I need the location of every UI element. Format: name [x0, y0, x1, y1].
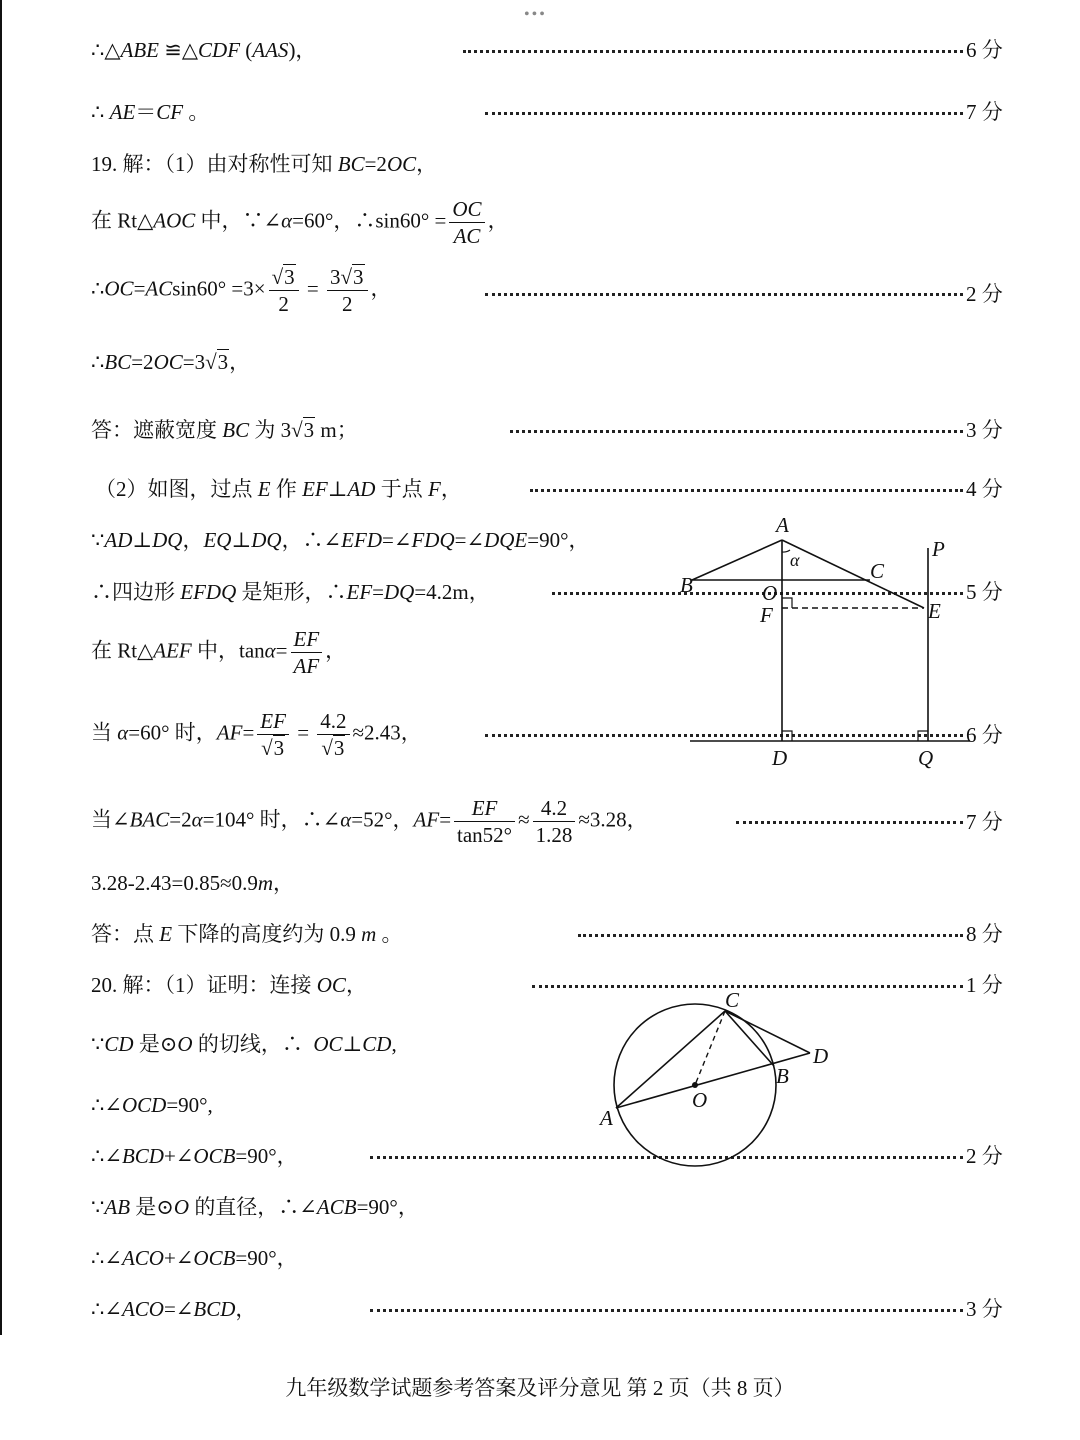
text: ∴∠: [91, 1246, 122, 1270]
page-left-rule: [0, 0, 2, 1335]
text: 是矩形，∴: [241, 580, 347, 604]
text: ，∴∠: [281, 528, 342, 552]
text: 是⊙: [135, 1195, 174, 1219]
score-2: 2 分: [966, 282, 1003, 306]
text: ，: [229, 350, 251, 374]
segment-bc: BC: [104, 350, 132, 374]
score-1: 1 分: [966, 973, 1003, 997]
label-o: O: [762, 581, 778, 605]
text: O: [177, 1032, 193, 1056]
text: E: [159, 922, 173, 946]
text: m；: [320, 418, 358, 442]
text: ，: [345, 973, 367, 997]
text: ，: [273, 871, 295, 895]
text: =2: [169, 807, 192, 832]
answer-line-diameter: [91, 1197, 419, 1218]
answer-line-ae-cf: [91, 102, 209, 123]
segment-bc: BC: [222, 418, 250, 442]
text: =60° 时，: [128, 720, 217, 745]
triangle-symbol: △: [181, 38, 199, 62]
text: m: [361, 922, 377, 946]
right-angle-q: [918, 731, 928, 741]
triangle-aef: AEF: [153, 638, 192, 663]
text: =: [133, 276, 146, 301]
denominator: 2: [278, 292, 289, 317]
text: =60°，∴sin60°: [292, 208, 430, 233]
text: α: [191, 807, 203, 832]
text: sin60°: [172, 276, 227, 301]
segment-ac: AC: [145, 276, 173, 301]
text: BCD: [121, 1144, 164, 1168]
text: DQ: [152, 528, 183, 552]
label-o: O: [692, 1088, 708, 1112]
segment-cb: [725, 1011, 774, 1066]
text: =52°，: [351, 807, 414, 832]
label-c: C: [870, 559, 885, 583]
text: EF: [346, 580, 373, 604]
score-3: 3 分: [966, 418, 1003, 442]
angle-alpha-arc: [782, 550, 790, 552]
text: =4.2m，: [414, 580, 490, 604]
text: =90°,: [166, 1093, 213, 1117]
text: ∴∠: [91, 1297, 122, 1321]
answer-line-sin60: [91, 196, 509, 250]
text: ∴: [91, 350, 105, 374]
text: ∵: [91, 1195, 105, 1219]
text: ≈2.43，: [352, 720, 422, 745]
text: ，: [487, 208, 509, 233]
score-3: 3 分: [966, 1297, 1003, 1321]
text: 3: [273, 736, 285, 761]
triangle-abe: ABE: [120, 38, 160, 62]
text: ∴四边形: [91, 580, 175, 604]
text: ⊥: [342, 1032, 363, 1056]
text: ⊥: [327, 477, 348, 501]
page-footer: 九年级数学试题参考答案及评分意见 第 2 页（共 8 页）: [285, 1376, 795, 1400]
text: EF: [291, 626, 323, 653]
text: 解：: [122, 973, 165, 997]
score-6: 6 分: [966, 723, 1003, 747]
text: =90°，: [235, 1246, 298, 1270]
text: =3: [182, 350, 206, 374]
text: ACO: [121, 1297, 164, 1321]
dot-leader: [510, 430, 963, 433]
text: 的切线，∴: [197, 1032, 303, 1056]
triangle-cdf: CDF: [198, 38, 241, 62]
top-handle[interactable]: •••: [524, 6, 547, 23]
text: EQ: [203, 528, 232, 552]
text: ⊥: [132, 528, 153, 552]
text: 4.2: [533, 795, 576, 822]
text: ∴∠: [91, 1093, 122, 1117]
text: 1.28: [535, 823, 573, 848]
segment-oc-dashed: [695, 1011, 725, 1085]
text: ∵: [91, 1032, 105, 1056]
segment-bc: BC: [337, 152, 365, 176]
text: ≈3.28，: [578, 807, 648, 832]
text: ，: [182, 528, 204, 552]
text: =: [306, 276, 319, 301]
label-b: B: [776, 1064, 789, 1088]
text: =90°，: [527, 528, 590, 552]
text: =∠: [454, 528, 485, 552]
fraction-ef-tan52: [454, 795, 515, 849]
text: =3×: [231, 276, 266, 301]
text: CD: [362, 1032, 392, 1056]
answer-conclusion-height: [91, 924, 403, 945]
segment-ac: [616, 1011, 725, 1108]
text: ∵: [91, 528, 105, 552]
text: α: [117, 720, 129, 745]
radicand: 3: [284, 265, 295, 289]
text: 3: [333, 736, 345, 761]
text: EF: [257, 708, 289, 735]
text: BAC: [129, 807, 170, 832]
text: m: [257, 871, 274, 895]
text: =90°，: [356, 1195, 419, 1219]
text: ACO: [121, 1246, 164, 1270]
text: 3.28-2.43=0.85≈0.9: [91, 871, 258, 895]
segment-ab: [692, 540, 782, 580]
label-f: F: [760, 603, 773, 627]
text: OCD: [121, 1093, 167, 1117]
text: ，: [440, 477, 462, 501]
text: 中，tan: [196, 638, 265, 663]
angle-alpha: α: [281, 208, 293, 233]
answer-line-af-52: [91, 795, 648, 849]
text: ,: [391, 1032, 397, 1056]
text: 于点: [380, 477, 423, 501]
text: （1）证明：连接: [164, 973, 312, 997]
question-20-header: [91, 975, 367, 996]
equals-sign: ＝: [135, 100, 157, 124]
text: 下降的高度约为 0.9: [177, 922, 356, 946]
score-5: 5 分: [966, 580, 1003, 604]
segment-ef: EF: [302, 477, 328, 501]
text: 当∠: [91, 807, 130, 832]
text: 在 Rt△: [91, 208, 154, 233]
dot-leader: [370, 1309, 963, 1312]
text: DQ: [384, 580, 415, 604]
figure-umbrella-diagram: [680, 510, 980, 775]
fraction-oc-ac: [449, 196, 484, 250]
text: =: [297, 720, 310, 745]
part-text: （1）由对称性可知: [164, 152, 333, 176]
answer-conclusion-bc: 答：遮蔽宽度 BC 为 3√3 m；: [91, 418, 358, 442]
text: 20.: [91, 973, 118, 997]
label-a: A: [600, 1106, 613, 1130]
fraction-4.2-1.28: [533, 795, 576, 849]
text: OC: [313, 1032, 343, 1056]
text: FDQ: [411, 528, 455, 552]
text: tan52°: [457, 823, 513, 848]
answer-line-bc-value: ∴BC=2OC=3√3，: [91, 350, 251, 374]
answer-line-aco-ocb: [91, 1248, 298, 1269]
question-number: 19.: [91, 152, 118, 176]
label-p: P: [932, 537, 945, 561]
therefore-symbol: ∴: [91, 100, 105, 124]
text: 。: [381, 922, 403, 946]
text: （2）如图，过点: [95, 477, 253, 501]
text: α: [340, 807, 352, 832]
score-4: 4 分: [966, 477, 1003, 501]
text: =: [242, 720, 255, 745]
label-e: E: [928, 599, 941, 623]
fraction-3sqrt3-2: $\frac{3√3}{2}$: [327, 264, 368, 318]
answer-line-perpendiculars: [91, 530, 590, 551]
text: AF: [216, 720, 243, 745]
denominator: AC: [453, 224, 481, 249]
text: O: [173, 1195, 190, 1219]
score-7: 7 分: [966, 100, 1003, 124]
text: 的直径，∴∠: [194, 1195, 317, 1219]
answer-line-aco-bcd: [91, 1299, 256, 1320]
text: =2: [131, 350, 154, 374]
text: AF: [293, 654, 320, 679]
answer-line-tangent: [91, 1034, 397, 1055]
text: ∴: [91, 276, 105, 301]
label-b: B: [680, 573, 693, 597]
answer-line-difference: [91, 873, 294, 894]
dot-leader: [736, 821, 963, 824]
triangle-symbol: △: [104, 38, 121, 62]
text: 答：遮蔽宽度: [91, 418, 217, 442]
text: =∠: [163, 1297, 194, 1321]
question-19-header: [91, 154, 437, 175]
text: =104° 时，∴∠: [202, 807, 341, 832]
text: =2: [364, 152, 387, 176]
segment-ae: [782, 540, 924, 608]
text: OCB: [193, 1246, 236, 1270]
paren: )，: [288, 38, 317, 62]
text: +∠: [163, 1246, 194, 1270]
fraction-ef-af: [291, 626, 323, 680]
segment-cd: [725, 1011, 810, 1053]
text: DQE: [484, 528, 528, 552]
text: OCB: [193, 1144, 236, 1168]
score-7: 7 分: [966, 810, 1003, 834]
therefore-symbol: ∴: [91, 38, 105, 62]
aas-criterion: AAS: [252, 38, 289, 62]
score-6: 6 分: [966, 38, 1003, 62]
fraction-ef-sqrt3: $\frac{EF}{√3}$: [257, 708, 289, 762]
part-2-header: [95, 479, 462, 500]
quadrilateral-efdq: EFDQ: [180, 580, 237, 604]
right-angle-d: [782, 731, 792, 741]
segment-oc: OC: [153, 350, 183, 374]
text: BCD: [193, 1297, 236, 1321]
text: AD: [104, 528, 133, 552]
dot-leader: [530, 489, 963, 492]
text: OC: [316, 973, 346, 997]
text: 中，∵∠: [200, 208, 282, 233]
answer-line-bcd-ocb: [91, 1146, 298, 1167]
segment-ad: AD: [347, 477, 376, 501]
text: 作: [275, 477, 297, 501]
label-d: D: [813, 1044, 829, 1068]
segment-cf: CF: [156, 100, 184, 124]
text: =: [275, 638, 288, 663]
text: =: [439, 807, 452, 832]
dot-leader: [485, 293, 963, 296]
period: 。: [188, 100, 210, 124]
text: =: [434, 208, 447, 233]
point-f: F: [427, 477, 441, 501]
text: 答：点: [91, 922, 154, 946]
text: ，: [370, 276, 392, 301]
score-8: 8 分: [966, 922, 1003, 946]
radicand: 3: [353, 265, 364, 289]
text: ，: [325, 638, 347, 663]
text: AF: [413, 807, 440, 832]
denominator: 2: [341, 292, 353, 317]
solution-label: 解：: [122, 152, 165, 176]
answer-line-tan-alpha: [91, 626, 346, 680]
text: ，: [416, 152, 438, 176]
text: 当: [91, 720, 112, 745]
text: α: [264, 638, 276, 663]
segment-ae: AE: [109, 100, 136, 124]
congruent-symbol: ≌: [164, 38, 182, 62]
label-a: A: [776, 513, 789, 537]
text: EFD: [341, 528, 382, 552]
text: ≈: [518, 807, 530, 832]
answer-line-oc-value: [91, 264, 392, 318]
label-q: Q: [918, 746, 934, 770]
text: DQ: [251, 528, 282, 552]
figure-circle-diagram: [590, 985, 840, 1175]
point-e: E: [257, 477, 271, 501]
answer-line-rectangle: [91, 582, 490, 603]
paren: (: [245, 38, 253, 62]
text: EF: [454, 795, 515, 822]
segment-oc: OC: [386, 152, 417, 176]
right-angle-f: [782, 598, 792, 608]
text: =∠: [382, 528, 412, 552]
fraction-sqrt3-2: $\frac{√3}{2}$: [269, 264, 299, 318]
text: ∴∠: [91, 1144, 122, 1168]
text: 是⊙: [138, 1032, 178, 1056]
score-2: 2 分: [966, 1144, 1003, 1168]
answer-line-congruence: [91, 40, 316, 61]
text: ，: [235, 1297, 257, 1321]
text: 在 Rt△: [91, 638, 154, 663]
text: ACB: [316, 1195, 357, 1219]
text: =: [372, 580, 384, 604]
label-c: C: [725, 988, 740, 1012]
dot-leader: [578, 934, 963, 937]
answer-line-ocd: [91, 1095, 213, 1116]
text: =90°，: [235, 1144, 298, 1168]
text: ⊥: [231, 528, 252, 552]
text: AB: [104, 1195, 131, 1219]
label-d: D: [772, 746, 788, 770]
text: 3: [329, 265, 341, 289]
radicand: 3: [303, 418, 315, 442]
fraction-4.2-sqrt3: $\frac{4.2}{√3}$: [317, 708, 349, 762]
segment-oc: OC: [104, 276, 134, 301]
text: 4.2: [317, 708, 349, 735]
answer-line-af-60: [91, 708, 422, 762]
dot-leader: [463, 50, 963, 53]
dot-leader: [485, 112, 963, 115]
text: 为 3: [254, 418, 292, 442]
numerator: OC: [449, 196, 484, 223]
text: CD: [104, 1032, 134, 1056]
text: +∠: [163, 1144, 194, 1168]
triangle-aoc: AOC: [153, 208, 196, 233]
radicand: 3: [217, 350, 229, 374]
label-alpha: α: [790, 550, 800, 570]
